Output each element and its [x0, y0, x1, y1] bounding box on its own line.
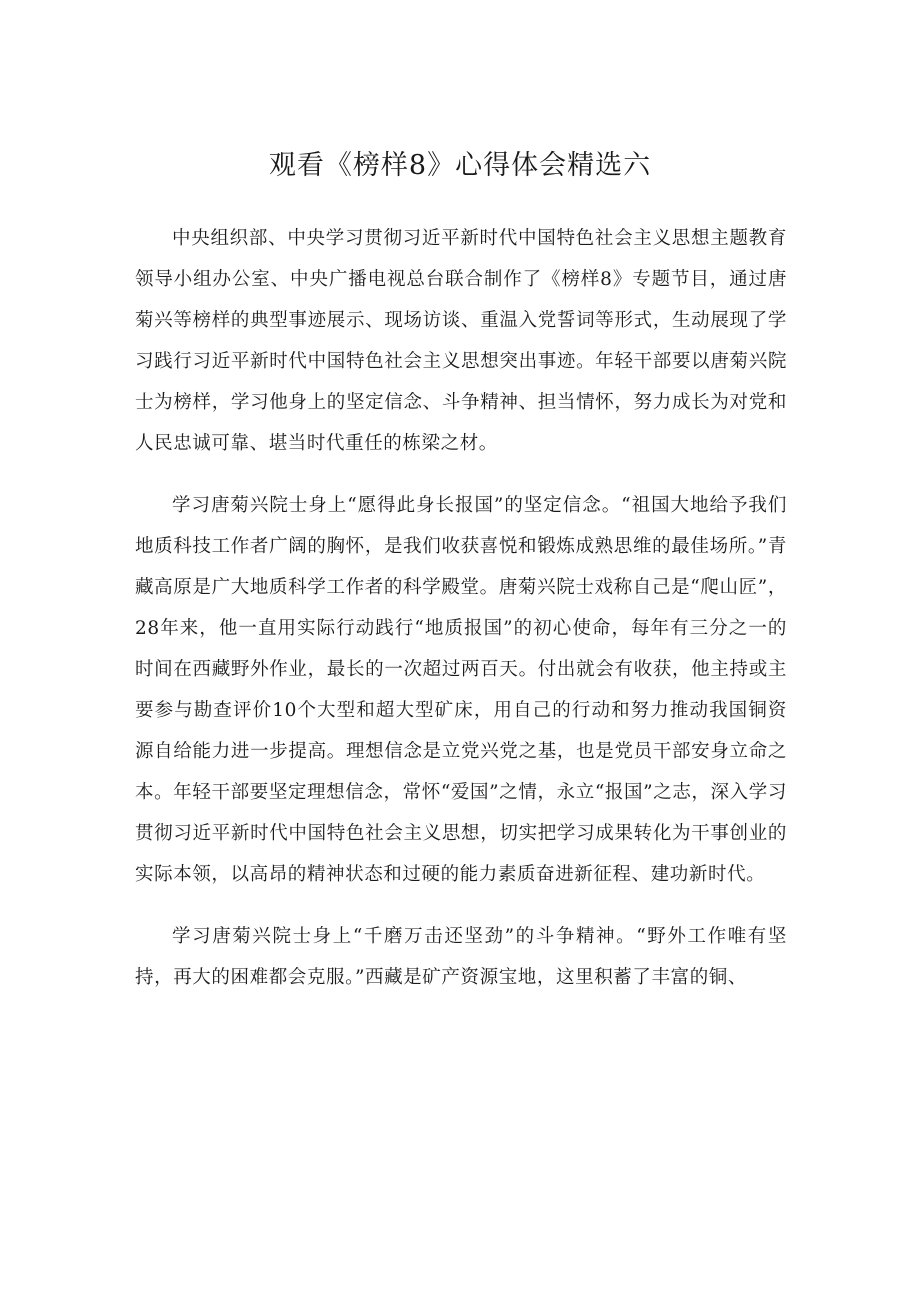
document-title: 观看《榜样8》心得体会精选六 — [268, 150, 652, 181]
paragraph-intro: 中央组织部、中央学习贯彻习近平新时代中国特色社会主义思想主题教育领导小组办公室、中央广播电视总台联合制作了《榜样8》专题节目，通过唐菊兴等榜样的典型事迹展示、现场访谈、重温入党誓词等形式，生动展现了学习践行习近平新时代中国特色社会主义思想突出事迹。年轻干部要以唐菊兴院士为榜样，学习他身上的坚定信念、斗争精神、担当情怀，努力成长为对党和人民忠诚可靠、堪当时代重任的栋梁之材。 — [135, 228, 787, 454]
document-body — [135, 218, 787, 1019]
paragraph-belief: 学习唐菊兴院士身上“愿得此身长报国”的坚定信念。“祖国大地给予我们地质科技工作者广阔的胸怀，是我们收获喜悦和锻炼成熟思维的最佳场所。”青藏高原是广大地质科学工作者的科学殿堂。唐菊兴院士戏称自己是“爬山匠”，28年来，他一直用实际行动践行“地质报国”的初心使命，每年有三分之一的时间在西藏野外作业，最长的一次超过两百天。付出就会有收获，他主持或主要参与勘查评价10个大型和超大型矿床，用自己的行动和努力推动我国铜资源自给能力进一步提高。理想信念是立党兴党之基，也是党员干部安身立命之本。年轻干部要坚定理想信念，常怀“爱国”之情，永立“报国”之志，深入学习贯彻习近平新时代中国特色社会主义思想，切实把学习成果转化为干事创业的实际本领，以高昂的精神状态和过硬的能力素质奋进新征程、建功新时代。 — [135, 495, 787, 885]
paragraph-struggle: 学习唐菊兴院士身上“千磨万击还坚劲”的斗争精神。“野外工作唯有坚持，再大的困难都会克服。”西藏是矿产资源宝地，这里积蓄了丰富的铜、 — [135, 926, 787, 988]
